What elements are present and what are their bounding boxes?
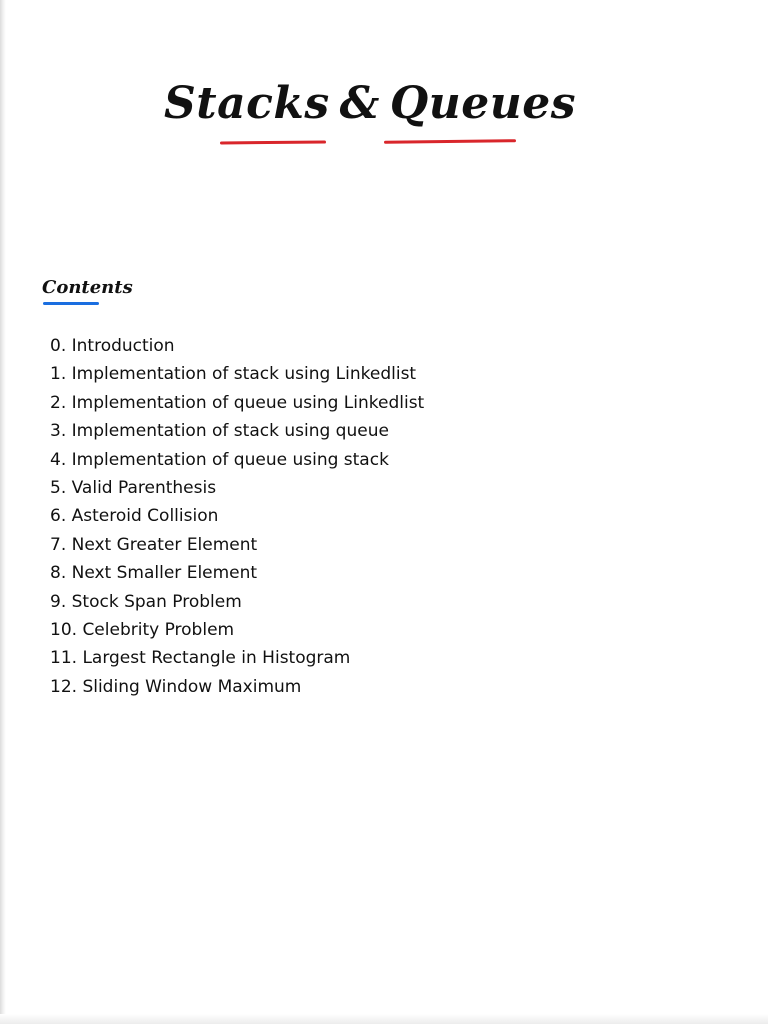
toc-item: 1. Implementation of stack using Linkedlist bbox=[50, 364, 417, 385]
contents-heading: Contents bbox=[42, 277, 133, 298]
page-title bbox=[0, 78, 740, 129]
title-underline-stacks bbox=[220, 141, 326, 145]
contents-heading-underline bbox=[43, 302, 99, 305]
page-bottom-edge-shadow bbox=[0, 1014, 768, 1024]
toc-item: 5. Valid Parenthesis bbox=[50, 477, 217, 498]
title-word-queues: Queues bbox=[389, 78, 576, 129]
toc-item: 6. Asteroid Collision bbox=[50, 506, 219, 527]
toc-item: 0. Introduction bbox=[50, 336, 175, 356]
toc-item: 7. Next Greater Element bbox=[50, 534, 258, 555]
title-underline-queues bbox=[384, 139, 516, 144]
page-left-edge-shadow bbox=[0, 0, 6, 1024]
title-word-stacks: Stacks bbox=[164, 78, 330, 129]
toc-item: 4. Implementation of queue using stack bbox=[50, 449, 389, 470]
table-of-contents bbox=[50, 332, 424, 701]
toc-item: 8. Next Smaller Element bbox=[50, 563, 258, 584]
toc-item: 3. Implementation of stack using queue bbox=[50, 421, 389, 442]
title-ampersand: & bbox=[339, 78, 380, 129]
toc-item: 10. Celebrity Problem bbox=[50, 619, 235, 640]
toc-item: 2. Implementation of queue using Linkedlist bbox=[50, 392, 425, 413]
toc-item: 11. Largest Rectangle in Histogram bbox=[50, 648, 351, 669]
toc-item: 9. Stock Span Problem bbox=[50, 591, 242, 612]
toc-item: 12. Sliding Window Maximum bbox=[50, 676, 302, 697]
